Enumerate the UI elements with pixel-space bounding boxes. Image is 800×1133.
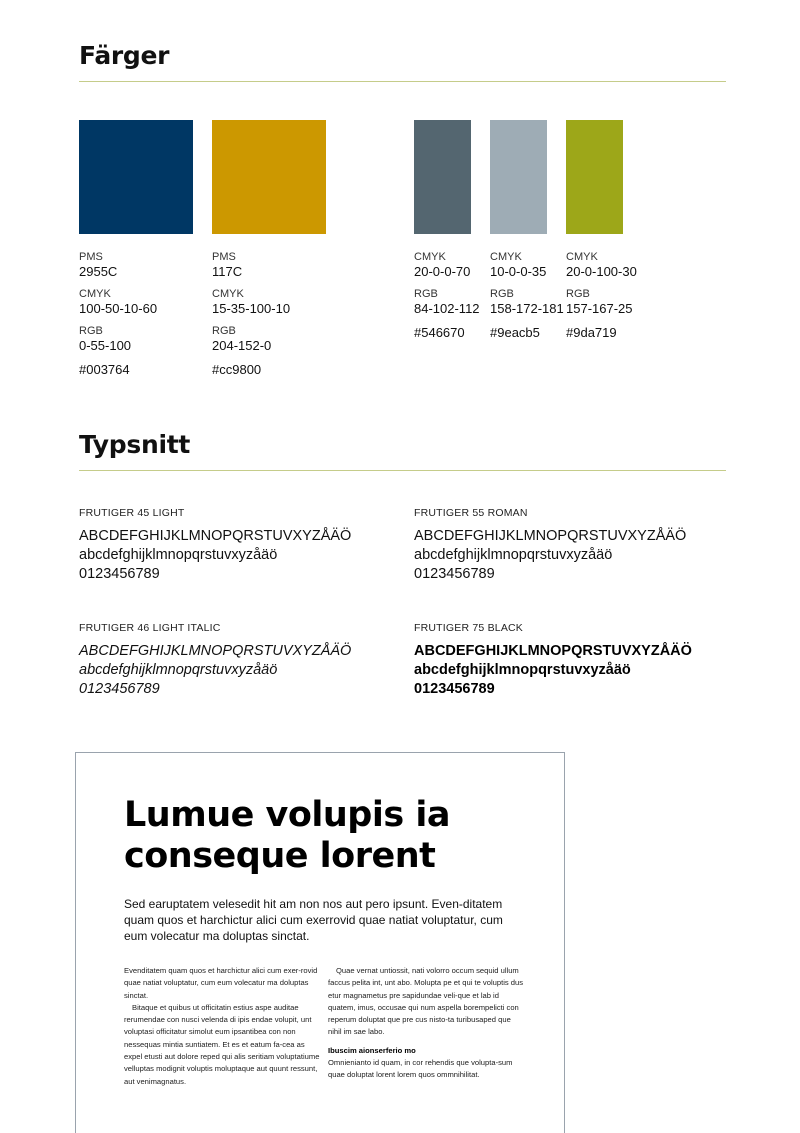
mockup-column-left bbox=[124, 965, 322, 1088]
layout-mockup-page bbox=[75, 752, 565, 1133]
cmyk-label: CMYK bbox=[490, 251, 522, 263]
rgb-label: RGB bbox=[414, 288, 438, 300]
cmyk-label: CMYK bbox=[566, 251, 598, 263]
font-digits: 0123456789 bbox=[79, 681, 160, 697]
pms-value: 2955C bbox=[79, 264, 118, 279]
font-sample-light bbox=[79, 507, 409, 584]
cmyk-value: 15-35-100-10 bbox=[212, 301, 291, 316]
color-swatch-olive bbox=[566, 120, 623, 234]
pms-label: PMS bbox=[79, 251, 103, 263]
font-name: FRUTIGER 75 BLACK bbox=[414, 622, 524, 634]
font-sample-black bbox=[414, 622, 744, 699]
hex-value: #9da719 bbox=[566, 325, 617, 340]
rgb-value: 158-172-181 bbox=[490, 301, 564, 316]
cmyk-label: CMYK bbox=[414, 251, 446, 263]
rgb-value: 157-167-25 bbox=[566, 301, 633, 316]
cmyk-label: CMYK bbox=[212, 288, 244, 300]
font-lowercase: abcdefghijklmnopqrstuvxyzåäö bbox=[79, 662, 278, 678]
type-section-title: Typsnitt bbox=[79, 430, 191, 459]
font-name: FRUTIGER 45 LIGHT bbox=[79, 507, 185, 519]
color-swatch-light-grey bbox=[490, 120, 547, 234]
mockup-headline bbox=[124, 795, 450, 877]
hex-value: #003764 bbox=[79, 362, 130, 377]
font-lowercase: abcdefghijklmnopqrstuvxyzåäö bbox=[79, 547, 278, 563]
font-digits: 0123456789 bbox=[414, 681, 495, 697]
mockup-headline-line-1: Lumue volupis ia bbox=[124, 795, 450, 835]
rgb-value: 84-102-112 bbox=[414, 301, 480, 316]
cmyk-value: 20-0-100-30 bbox=[566, 264, 637, 279]
font-sample-roman bbox=[414, 507, 744, 584]
color-swatch-navy bbox=[79, 120, 193, 234]
mockup-column-right bbox=[328, 965, 526, 1082]
rgb-label: RGB bbox=[490, 288, 514, 300]
font-digits: 0123456789 bbox=[79, 566, 160, 582]
pms-value: 117C bbox=[212, 264, 243, 279]
colors-divider bbox=[79, 81, 726, 82]
font-name: FRUTIGER 55 ROMAN bbox=[414, 507, 528, 519]
hex-value: #cc9800 bbox=[212, 362, 262, 377]
cmyk-value: 10-0-0-35 bbox=[490, 264, 547, 279]
mockup-paragraph: Omnienianto id quam, in cor rehendis que volupta-sum quae doluptat lorent lorem quos ommnihilitat. bbox=[328, 1058, 513, 1080]
font-lowercase: abcdefghijklmnopqrstuvxyzåäö bbox=[414, 662, 631, 678]
color-spec-navy bbox=[79, 251, 209, 378]
font-name: FRUTIGER 46 LIGHT ITALIC bbox=[79, 622, 221, 634]
font-digits: 0123456789 bbox=[414, 566, 495, 582]
font-sample-light-italic bbox=[79, 622, 409, 699]
mockup-subheading: Ibuscim aionserferio mo bbox=[328, 1045, 416, 1055]
cmyk-label: CMYK bbox=[79, 288, 111, 300]
font-uppercase: ABCDEFGHIJKLMNOPQRSTUVXYZÅÄÖ bbox=[414, 643, 692, 659]
colors-section-title: Färger bbox=[79, 41, 170, 70]
pms-label: PMS bbox=[212, 251, 236, 263]
font-uppercase: ABCDEFGHIJKLMNOPQRSTUVXYZÅÄÖ bbox=[79, 643, 352, 659]
font-uppercase: ABCDEFGHIJKLMNOPQRSTUVXYZÅÄÖ bbox=[414, 528, 687, 544]
color-spec-olive bbox=[566, 251, 696, 341]
font-uppercase: ABCDEFGHIJKLMNOPQRSTUVXYZÅÄÖ bbox=[79, 528, 352, 544]
mockup-paragraph: Evenditatem quam quos et harchictur alici cum exer-rovid quae natiat voluptatur, cum eum volecatur ma doluptas sinctat. bbox=[124, 966, 318, 1000]
rgb-label: RGB bbox=[566, 288, 590, 300]
cmyk-value: 100-50-10-60 bbox=[79, 301, 158, 316]
rgb-label: RGB bbox=[79, 325, 103, 337]
font-lowercase: abcdefghijklmnopqrstuvxyzåäö bbox=[414, 547, 613, 563]
hex-value: #9eacb5 bbox=[490, 325, 540, 340]
cmyk-value: 20-0-0-70 bbox=[414, 264, 471, 279]
mockup-paragraph: Bitaque et quibus ut officitatin estius aspe auditae rerumendae con nusci velenda di ipis endae volupit, unt voluptasi officitatur simolut eum ipsantibea con non nessequas mintia suntiatem. Et es et eatum fa-cea as expel etusti aut dolore reped qui alis seritiam voluptatiume velluptas modignit voluptis moluptaque aut quunt ressunt, aut venimagnatus. bbox=[124, 1002, 320, 1086]
mockup-lead-paragraph: Sed earuptatem velesedit hit am non nos aut pero ipsunt. Even-ditatem quam quos et harchictur alici cum exerrovid quae natiat voluptatur, cum eum volecatur ma doluptas sinctat. bbox=[124, 897, 503, 943]
mockup-paragraph: Quae vernat untiossit, nati volorro occum sequid ullum faccus pelita int, unt abo. Molupta pe et qui te voluptis dus etur magnametus pre sapidundae veli-que et lab id quatem, imus, occusae qui num aspella borempelicti con reperum doluptat que pre cus nisto-ta turibusaped que nihil im sae labo. bbox=[328, 966, 524, 1037]
mockup-fade-overlay bbox=[76, 1088, 564, 1133]
color-spec-gold bbox=[212, 251, 342, 378]
type-divider bbox=[79, 470, 726, 471]
mockup-headline-line-2: conseque lorent bbox=[124, 836, 436, 876]
color-swatch-dark-grey bbox=[414, 120, 471, 234]
rgb-label: RGB bbox=[212, 325, 236, 337]
rgb-value: 204-152-0 bbox=[212, 338, 272, 353]
rgb-value: 0-55-100 bbox=[79, 338, 132, 353]
color-swatch-gold bbox=[212, 120, 326, 234]
hex-value: #546670 bbox=[414, 325, 465, 340]
